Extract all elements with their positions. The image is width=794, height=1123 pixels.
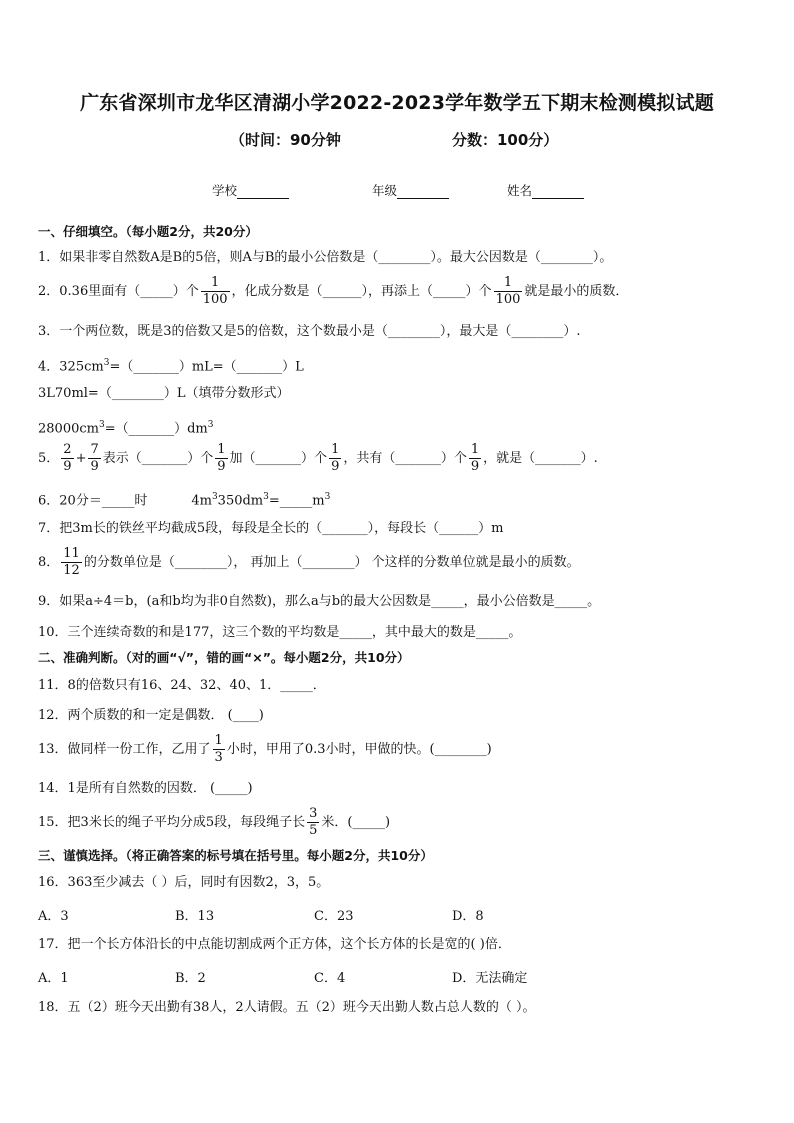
fraction: $\frac{1}{100}$ (202, 275, 228, 307)
question-4b: 3L70ml=（________）L（填带分数形式） (38, 386, 290, 401)
page-title: 广东省深圳市龙华区清湖小学2022-2023学年数学五下期末检测模拟试题 (80, 92, 714, 114)
question-4c: $28000cm^3=(\_\_\_\_\_\_\_)dm^3$ (38, 420, 214, 437)
fraction: $\frac{7}{9}$ (90, 442, 99, 474)
question-12: 12．两个质数的和一定是偶数． (____) (38, 708, 264, 723)
fraction: $\frac{1}{9}$ (470, 442, 480, 474)
question-2: 2．0.36里面有（_____）个 $\frac{1}{100}$ ，化成分数是（______），再添上（_____）个 $\frac{1}{100}$ 就是最小的质数． (38, 275, 629, 307)
exam-score: 分数：100分） (452, 131, 559, 149)
question-18: 18．五（2）班今天出勤有38人，2人请假。五（2）班今天出勤人数占总人数的（ ）。 (38, 1000, 536, 1015)
school-field[interactable]: 学校 (212, 181, 289, 199)
fraction: $\frac{1}{9}$ (217, 442, 226, 474)
question-5: 5． $\frac{2}{9}$ + $\frac{7}{9}$ 表示（_______）个 $\frac{1}{9}$ 加（_______）个 $\frac{1}{9}$ ，共有（_______）个 $\frac{1}{9}$ ，就是（_______）. (38, 442, 598, 474)
q17-option-c[interactable]: C．4 (314, 971, 346, 986)
question-6: 6．20分＝_____时 $4m^3350dm^3=\_\_\_\_\_m^3$ (38, 492, 331, 509)
question-17: 17．把一个长方体沿长的中点能切割成两个正方体，这个长方体的长是宽的( )倍． (38, 937, 511, 952)
fraction: $\frac{1}{3}$ (214, 733, 223, 765)
question-9: 9．如果a÷4＝b，(a和b均为非0自然数)，那么a与b的最大公因数是_____，最小公倍数是_____。 (38, 594, 601, 609)
question-7: 7．把3m长的铁丝平均截成5段，每段是全长的（_______），每段长（______）m (38, 521, 504, 536)
q17-option-d[interactable]: D．无法确定 (452, 971, 528, 986)
question-4a: 4．$325cm^3=(\_\_\_\_\_\_\_)mL=(\_\_\_\_\_\_\_)L$ (38, 358, 304, 375)
fraction: $\frac{1}{9}$ (331, 442, 340, 474)
exam-time: （时间：90分钟 (230, 131, 341, 149)
question-16: 16．363至少减去（ ）后，同时有因数2，3，5。 (38, 875, 330, 890)
question-15: 15．把3米长的绳子平均分成5段，每段绳子长 $\frac{3}{5}$ 米．(_____) (38, 806, 391, 838)
q16-option-a[interactable]: A．3 (38, 909, 69, 924)
question-13: 13．做同样一份工作，乙用了 $\frac{1}{3}$ 小时，甲用了0.3小时，甲做的快。(________) (38, 733, 492, 765)
fraction: $\frac{11}{12}$ (63, 546, 80, 578)
section-2-heading: 二、准确判断。（对的画“√”，错的画“×”。每小题2分，共10分） (38, 650, 410, 665)
q17-option-b[interactable]: B．2 (175, 971, 206, 986)
section-1-heading: 一、仔细填空。（每小题2分，共20分） (38, 224, 258, 239)
fraction: $\frac{2}{9}$ (63, 442, 72, 474)
question-3: 3．一个两位数，既是3的倍数又是5的倍数，这个数最小是（________），最大是（________）. (38, 324, 581, 339)
question-10: 10．三个连续奇数的和是177，这三个数的平均数是_____，其中最大的数是_____。 (38, 625, 522, 640)
grade-field[interactable]: 年级 (372, 181, 449, 199)
q17-option-a[interactable]: A．1 (38, 971, 69, 986)
fraction: $\frac{1}{100}$ (495, 275, 521, 307)
fraction: $\frac{3}{5}$ (309, 806, 318, 838)
q16-option-d[interactable]: D．8 (452, 909, 484, 924)
section-3-heading: 三、谨慎选择。（将正确答案的标号填在括号里。每小题2分，共10分） (38, 848, 433, 863)
question-8: 8． $\frac{11}{12}$ 的分数单位是（________）， 再加上（________） 个这样的分数单位就是最小的质数。 (38, 546, 580, 578)
question-11: 11．8的倍数只有16、24、32、40、1．_____． (38, 678, 326, 693)
name-field[interactable]: 姓名 (507, 181, 584, 199)
q16-option-b[interactable]: B．13 (175, 909, 215, 924)
q16-option-c[interactable]: C．23 (314, 909, 354, 924)
question-14: 14．1是所有自然数的因数． (_____) (38, 781, 253, 796)
question-1: 1．如果非零自然数A是B的5倍，则A与B的最小公倍数是（________）。最大公因数是（________）。 (38, 250, 613, 265)
